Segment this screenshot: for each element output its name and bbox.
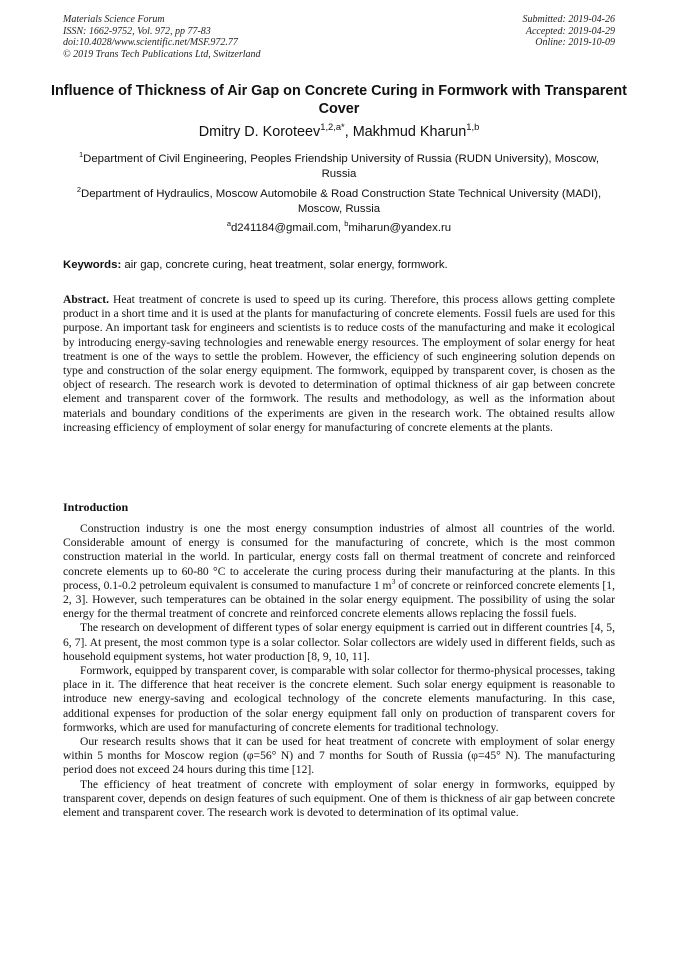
- affiliation-1-text: Department of Civil Engineering, Peoples Friendship University of Russia (RUDN University), Moscow, Russia: [83, 153, 600, 180]
- doi-link[interactable]: doi:10.4028/www.scientific.net/MSF.972.77: [63, 37, 238, 49]
- author-emails: [63, 221, 615, 236]
- introduction-body: [63, 522, 615, 820]
- email-a-mark: a: [226, 219, 231, 229]
- submitted-date: Submitted: 2019-04-26: [522, 14, 615, 25]
- author-separator: ,: [344, 124, 353, 140]
- author-2-affiliation-marks: 1,b: [466, 122, 480, 133]
- paragraph: Formwork, equipped by transparent cover, is comparable with solar collector for thermo-physical processes, taking place in it. The difference that heat receiver is the concrete element. Such solar energy equipment is reasonable to introduce new energy-saving and ecological technology of the concrete elements manufacturing. In this case, additional expenses for production of the solar energy equipment fall only on production of transparent covers for formworks, which are used for manufacturing of concrete elements for traditional technology.: [63, 664, 615, 734]
- copyright: © 2019 Trans Tech Publications Ltd, Switzerland: [63, 48, 261, 60]
- author-1-affiliation-marks: 1,2,a*: [320, 122, 345, 133]
- affiliation-2-mark: 2: [76, 185, 81, 195]
- journal-info: [63, 14, 261, 60]
- paragraph: [63, 522, 615, 621]
- affiliation-2-text: Department of Hydraulics, Moscow Automobile & Road Construction State Technical University (MADI), Moscow, Russia: [80, 188, 602, 215]
- section-heading-introduction: Introduction: [63, 500, 129, 514]
- accepted-date: Accepted: 2019-04-29: [525, 25, 615, 37]
- keywords: [63, 258, 615, 273]
- abstract-text: Heat treatment of concrete is used to speed up its curing. Therefore, this process allows getting complete product in a short time and it is used at the plants for manufacturing of concrete elements. Fossil fuels are used for this purpose. An important task for engineers and scientists is to reduce costs of the manufacturing and make it ecological by introducing energy-saving technologies and renewable energy resources. The employment of solar energy for heat treatment is one of the ways to settle the problem. However, the efficiency of such engineering solution depends on type and construction of the solar energy equipment. The formwork, equipped by transparent cover, is chosen as the object of research. The research work is devoted to determination of optimal thickness of air gap between concrete element and transparent cover of the formwork. The results and methodology, as well as the information about materials and boundary conditions of the experiments are given in the research work. The obtained results allow increasing efficiency of employment of solar energy for manufacturing of concrete elements at the plants.: [63, 293, 615, 434]
- email-a[interactable]: d241184@gmail.com,: [230, 222, 345, 234]
- paragraph: The research on development of different types of solar energy equipment is carried out in different countries [4, 5, 6, 7]. At present, the most common type is a solar collector. Solar collectors are widely used in different fields, such as household equipment systems, hot water production [8, 9, 10, 11].: [63, 621, 615, 663]
- issn-volume: ISSN: 1662-9752, Vol. 972, pp 77-83: [63, 25, 211, 37]
- paragraph: The efficiency of heat treatment of concrete with employment of solar energy in formworks, equipped by transparent cover, depends on design features of such equipment. One of them is thickness of air gap between concrete element and transparent cover. The research work is devoted to determination of its optimal value.: [63, 777, 615, 820]
- paper-title: Influence of Thickness of Air Gap on Concrete Curing in Formwork with Transparent Cover: [51, 83, 627, 117]
- online-date: Online: 2019-10-09: [535, 37, 615, 49]
- affiliation-1-mark: 1: [78, 150, 84, 160]
- submission-dates: [523, 14, 616, 49]
- affiliation-1: [63, 152, 615, 182]
- email-b[interactable]: miharun@yandex.ru: [348, 222, 452, 234]
- affiliation-2: [63, 187, 615, 217]
- paragraph: Our research results shows that it can be used for heat treatment of concrete with employment of solar energy within 5 months for Moscow region (φ=56° N) and 7 months for South of Russia (φ=45° N). The manufacturing period does not exceed 24 hours during this time [12].: [63, 735, 615, 777]
- email-b-mark: b: [344, 219, 349, 229]
- paragraph-1-part-b: of concrete or reinforced concrete elements [1, 2, 3]. However, such temperatures can be obtained in the solar energy equipment. The possibility of using the solar energy for the thermal treatment of concrete and reinforced concrete elements allows replacing the fossil fuels.: [63, 578, 615, 621]
- abstract: [63, 293, 615, 435]
- keywords-label: Keywords:: [63, 259, 122, 271]
- author-2-name: Makhmud Kharun: [352, 124, 467, 140]
- keywords-text: air gap, concrete curing, heat treatment, solar energy, formwork.: [121, 259, 448, 271]
- author-1-name: Dmitry D. Koroteev: [198, 124, 321, 140]
- abstract-label: Abstract.: [63, 293, 110, 306]
- cubic-superscript: 3: [391, 576, 396, 586]
- journal-name: Materials Science Forum: [63, 14, 165, 25]
- paragraph-1-part-a: Construction industry is one the most energy consumption industries of almost all countries of the world. Considerable amount of energy is consumed for the manufacturing of concrete, which is the most common construction material in the world. In particular, energy costs fall on thermal treatment of concrete and reinforced concrete elements up to 60-80 °C to accelerate the curing process during their manufacturing at the plants. In this process, 0.1-0.2 petroleum equivalent is consumed to manufacture 1 m: [63, 522, 615, 592]
- author-list: [40, 123, 638, 141]
